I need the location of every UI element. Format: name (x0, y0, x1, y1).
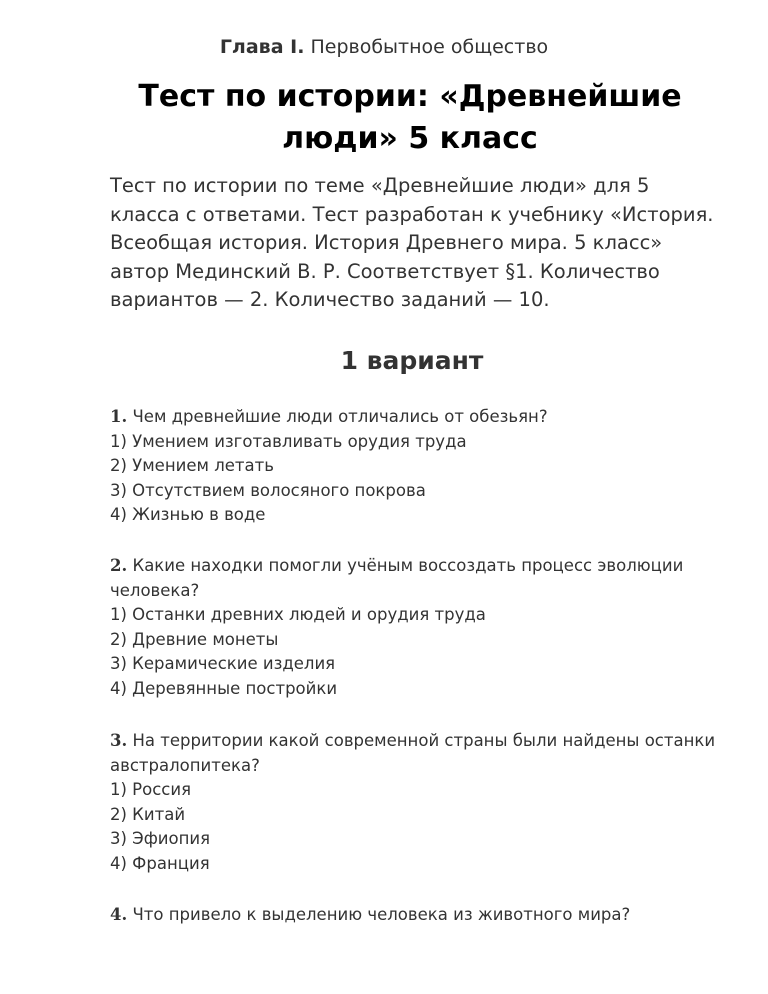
variant-heading: 1 вариант (340, 346, 484, 375)
question-text (110, 903, 730, 928)
answer-option: 2) Китай (110, 804, 186, 824)
answer-option: 1) Останки древних людей и орудия труда (110, 605, 486, 624)
answer-option: 2) Умением летать (110, 456, 274, 475)
answer-option: 3) Керамические изделия (110, 654, 336, 673)
answer-option: 1) Россия (110, 780, 192, 799)
intro-paragraph: Тест по истории по теме «Древнейшие люди» для 5 класса с ответами. Тест разработан к учебнику «История. Всеобщая история. История Древнего мира. 5 класс» автор Мединский В. Р. Соответствует §1. Количество вариантов — 2. Количество заданий — 10. (110, 174, 714, 311)
question-4 (110, 903, 730, 928)
chapter-name: Первобытное общество (304, 36, 549, 58)
question-number: 3. (110, 731, 128, 750)
answer-option: 4) Деревянные постройки (110, 678, 338, 698)
question-number: 1. (110, 407, 128, 426)
question-body: Что привело к выделению человека из животного мира? (127, 905, 631, 924)
answer-option: 4) Жизнью в воде (110, 505, 266, 524)
question-body: На территории какой современной страны были найдены останки австралопитека? (110, 731, 716, 775)
question-text (110, 729, 730, 778)
question-number: 4. (110, 905, 128, 924)
answer-option: 1) Умением изготавливать орудия труда (110, 431, 467, 451)
answer-option: 3) Эфиопия (110, 829, 211, 848)
answer-option: 2) Древние монеты (110, 629, 279, 649)
answer-option: 4) Франция (110, 853, 210, 873)
chapter-label: Глава I. (219, 36, 305, 58)
question-text (110, 554, 730, 603)
answer-option: 3) Отсутствием волосяного покрова (110, 480, 426, 500)
question-3 (110, 729, 730, 876)
question-number: 2. (110, 556, 128, 575)
question-text (110, 405, 730, 430)
page-title: Тест по истории: «Древнейшие люди» 5 класс (138, 79, 682, 156)
question-body: Какие находки помогли учёным воссоздать процесс эволюции человека? (110, 556, 684, 600)
question-1 (110, 405, 730, 528)
question-body: Чем древнейшие люди отличались от обезьян? (127, 407, 548, 426)
question-2 (110, 554, 730, 701)
chapter-heading (0, 36, 768, 58)
